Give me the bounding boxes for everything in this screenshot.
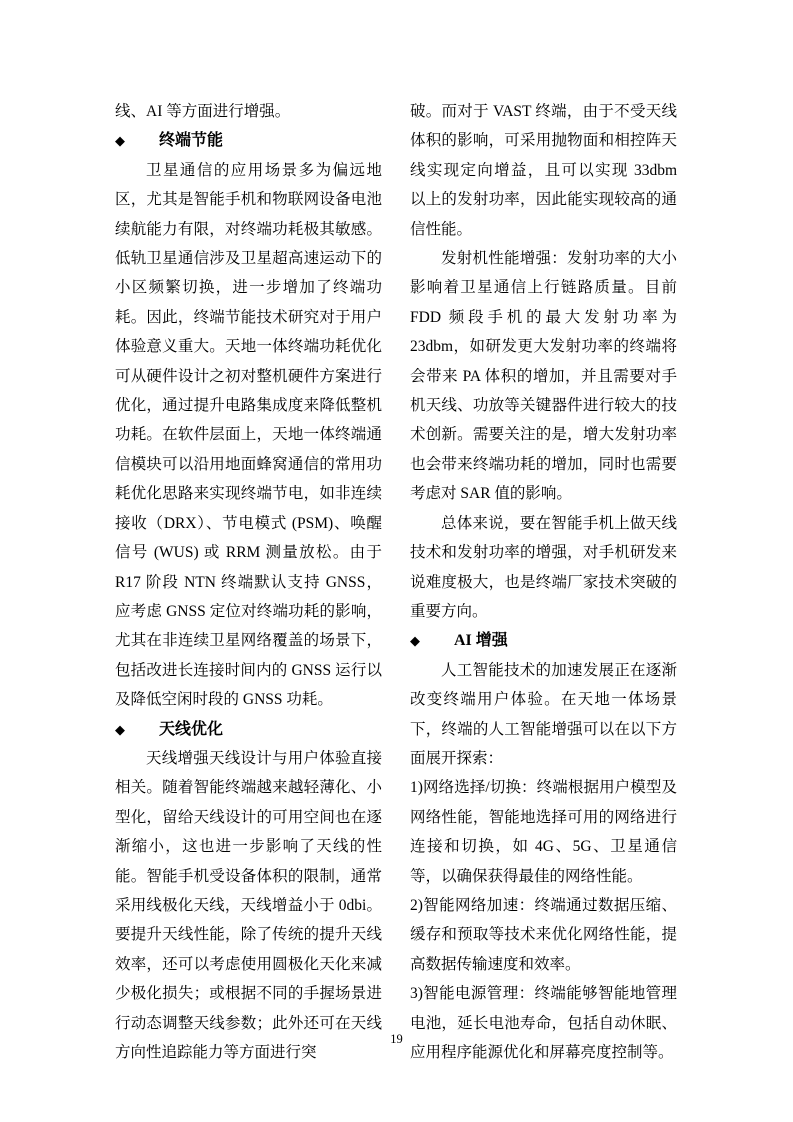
left-column xyxy=(115,97,382,1067)
section-heading-terminal-power-saving xyxy=(115,126,382,155)
paragraph: 发射机性能增强：发射功率的大小影响着卫星通信上行链路质量。目前 FDD 频段手机的最大发射功率为 23dbm，如研发更大发射功率的终端将会带来 PA 体积的增加，并且需要对手机天线、功放等关键器件进行较大的技术创新。需要关注的是，增大发射功率也会带来终端功耗的增加，同时也需要考虑对 SAR 值的影响。 xyxy=(410,250,677,503)
page-number: 19 xyxy=(390,1032,403,1046)
section-heading-label: 终端节能 xyxy=(159,132,224,150)
list-item: 3)智能电源管理：终端能够智能地管理电池，延长电池寿命，包括自动休眠、应用程序能源优化和屏幕亮度控制等。 xyxy=(410,985,677,1061)
page-content xyxy=(115,97,677,1067)
diamond-bullet-icon: ◆ xyxy=(115,721,125,737)
list-item: 1)网络选择/切换：终端根据用户模型及网络性能，智能地选择可用的网络进行连接和切换，如 4G、5G、卫星通信等，以确保获得最佳的网络性能。 xyxy=(410,779,677,885)
right-column xyxy=(410,97,677,1067)
diamond-bullet-icon: ◆ xyxy=(115,133,125,149)
paragraph-continuation: 破。而对于 VAST 终端，由于不受天线体积的影响，可采用抛物面和相控阵天线实现定向增益，且可以实现 33dbm 以上的发射功率，因此能实现较高的通信性能。 xyxy=(410,103,677,238)
section-heading-ai-enhancement xyxy=(410,626,677,655)
list-item: 2)智能网络加速：终端通过数据压缩、缓存和预取等技术来优化网络性能，提高数据传输速度和效率。 xyxy=(410,896,677,973)
diamond-bullet-icon: ◆ xyxy=(410,633,420,649)
paragraph: 天线增强天线设计与用户体验直接相关。随着智能终端越来越轻薄化、小型化，留给天线设计的可用空间也在逐渐缩小，这也进一步影响了天线的性能。智能手机受设备体积的限制，通常采用线极化天线，天线增益小于 0dbi。要提升天线性能，除了传统的提升天线效率，还可以考虑使用圆极化天化来减少极化损失；或根据不同的手握场景进行动态调整天线参数；此外还可在天线方向性追踪能力等方面进行突 xyxy=(115,749,382,1061)
paragraph: 卫星通信的应用场景多为偏远地区，尤其是智能手机和物联网设备电池续航能力有限，对终端功耗极其敏感。低轨卫星通信涉及卫星超高速运动下的小区频繁切换，进一步增加了终端功耗。因此，终端节能技术研究对于用户体验意义重大。天地一体终端功耗优化可从硬件设计之初对整机硬件方案进行优化，通过提升电路集成度来降低整机功耗。在软件层面上，天地一体终端通信模块可以沿用地面蜂窝通信的常用功耗优化思路来实现终端节电，如非连续接收（DRX）、节电模式 (PSM)、唤醒信号 (WUS) 或 RRM 测量放松。由于 R17 阶段 NTN 终端默认支持 GNSS，应考虑 GNSS 定位对终端功耗的影响，尤其在非连续卫星网络覆盖的场景下，包括改进长连接时间内的 GNSS 运行以及降低空闲时段的 GNSS 功耗。 xyxy=(115,161,382,709)
paragraph: 人工智能技术的加速发展正在逐渐改变终端用户体验。在天地一体场景下，终端的人工智能增强可以在以下方面展开探索： xyxy=(410,661,677,767)
section-heading-label: AI 增强 xyxy=(454,632,508,650)
paragraph-continuation: 线、AI 等方面进行增强。 xyxy=(115,103,291,120)
section-heading-antenna-optimization xyxy=(115,715,382,744)
paragraph: 总体来说，要在智能手机上做天线技术和发射功率的增强，对手机研发来说难度极大，也是终端厂家技术突破的重要方向。 xyxy=(410,514,677,620)
section-heading-label: 天线优化 xyxy=(159,720,224,738)
